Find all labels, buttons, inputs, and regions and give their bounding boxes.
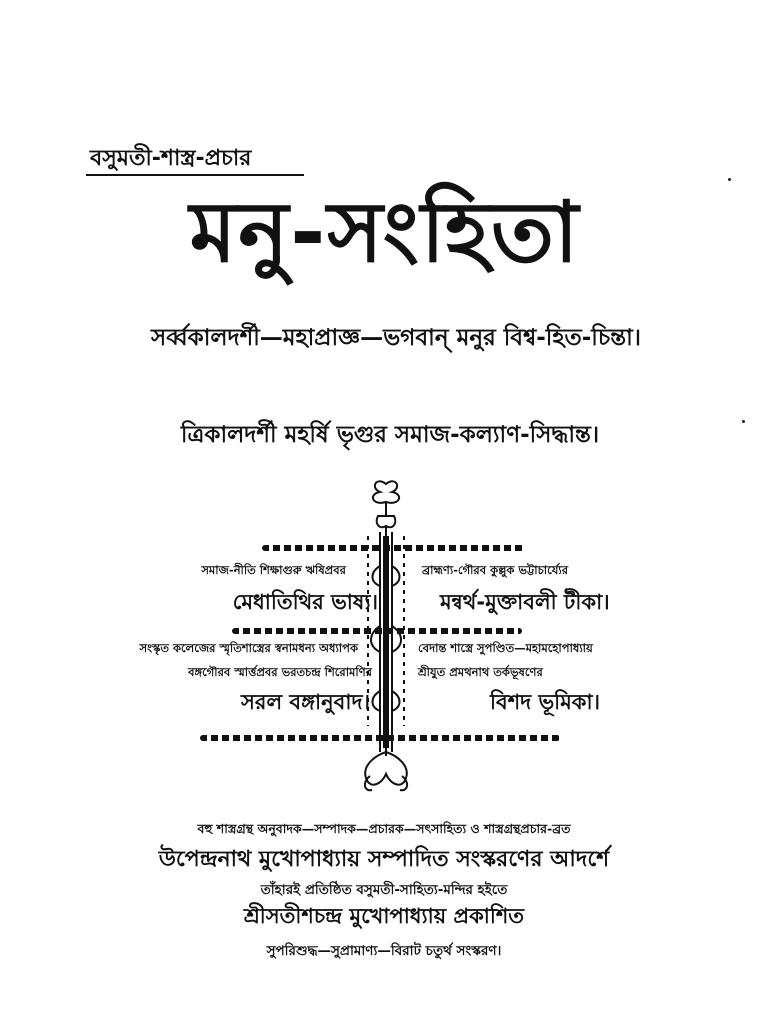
series-label: বসুমতী-শাস্ত্র-প্রচার <box>90 146 252 171</box>
book-title: মনু-সংহিতা <box>189 183 581 281</box>
publisher-house-line: তাঁহারই প্রতিষ্ঠিত বসুমতী-সাহিত্য-মন্দির হইতে <box>260 882 508 898</box>
print-speck <box>742 420 745 423</box>
subtitle-line-2: ত্রিকালদর্শী মহর্ষি ভৃগুর সমাজ-কল্যাণ-সিদ্ধান্ত। <box>180 422 600 448</box>
introduction-author-epithet-1: বেদান্ত শাস্ত্রে সুপণ্ডিত—মহামহোপাধ্যায় <box>418 641 593 655</box>
subtitle-line-1: সর্ব্বকালদর্শী—মহাপ্রাজ্ঞ—ভগবান্ মনুর বিশ্ব-হিত-চিন্তা। <box>151 325 641 351</box>
floral-column-ornament <box>356 476 416 796</box>
kulluka-tika: মন্বর্থ-মুক্তাবলী টীকা। <box>440 590 610 614</box>
print-speck <box>728 178 731 181</box>
kulluka-epithet: ব্রাহ্মণ্য-গৌরব কুল্লুক ভট্টাচার্য্যের <box>422 563 569 577</box>
publisher-name: শ্রীসতীশচন্দ্র মুখোপাধ্যায় প্রকাশিত <box>243 904 525 928</box>
editor-credentials: বহু শাস্ত্রগ্রন্থ অনুবাদক—সম্পাদক—প্রচারক—সৎসাহিত্য ও শাস্ত্রগ্রন্থপ্রচার-ব্রত <box>197 821 571 836</box>
translator-epithet-1: সংস্কৃত কলেজের স্মৃতিশাস্ত্রের স্বনামধন্য অধ্যাপক <box>139 641 358 655</box>
series-underline <box>86 174 304 176</box>
translator-epithet-2: বঙ্গগৌরব স্মার্ত্তপ্রবর ভরতচন্দ্র শিরোমণির <box>188 665 372 679</box>
medhatithi-epithet: সমাজ-নীতি শিক্ষাগুরু ঋষিপ্রবর <box>201 563 346 577</box>
edition-note: সুপরিশুদ্ধ—সুপ্রামাণ্য—বিরাট চতুর্থ সংস্করণ। <box>266 943 502 959</box>
vishad-bhumika: বিশদ ভূমিকা। <box>490 690 601 714</box>
saral-banganubad: সরল বঙ্গানুবাদ। <box>241 690 370 714</box>
medhatithi-bhashya: মেধাতিথির ভাষ্য। <box>232 590 378 614</box>
introduction-author-epithet-2: শ্রীযুত প্রমথনাথ তর্কভূষণের <box>418 665 543 679</box>
edition-model-line: উপেন্দ্রনাথ মুখোপাধ্যায় সম্পাদিত সংস্করণের আদর্শে <box>158 847 610 872</box>
